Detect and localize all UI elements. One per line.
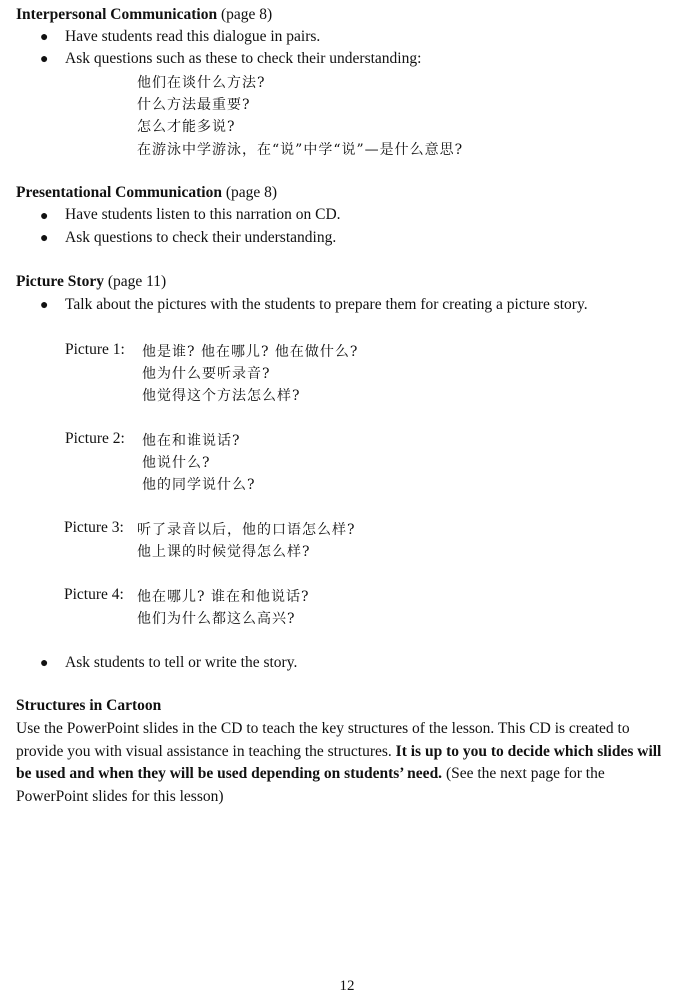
question-line: 什么方法最重要? — [137, 97, 251, 113]
paragraph-text: Use the PowerPoint slides in the CD to teach the key structures of the lesson. This CD is created to provide you with visual assistance in teaching the structures. — [16, 720, 630, 760]
bullet-icon: ● — [40, 656, 49, 671]
question-line: 怎么才能多说? — [137, 119, 236, 135]
bullet-text: Ask students to tell or write the story. — [65, 654, 298, 671]
picture-question: 他觉得这个方法怎么样? — [142, 388, 301, 404]
page-ref: (page 8) — [225, 184, 278, 201]
bullet-icon: ● — [40, 209, 49, 224]
bullet-icon: ● — [40, 52, 49, 67]
bullet-text: Have students listen to this narration on CD. — [65, 206, 341, 223]
presentational-heading — [16, 184, 277, 202]
picture-label: Picture 4: — [64, 586, 124, 603]
picture-question: 他说什么? — [142, 455, 211, 471]
picture-question: 他的同学说什么? — [142, 477, 256, 493]
page-ref: (page 11) — [107, 273, 167, 290]
picture-question: 他为什么要听录音? — [142, 366, 271, 382]
page-ref: (page 8) — [220, 6, 273, 23]
paragraph-bold-text: It is up to you to decide which slides will be used and when they will be used depending on students’ need. — [16, 742, 662, 782]
picture-question: 他上课的时候觉得怎么样? — [137, 544, 311, 560]
paragraph-text: (See the next page for the PowerPoint slides for this lesson) — [16, 765, 605, 805]
question-line: 他们在谈什么方法? — [137, 75, 266, 91]
bullet-text: Ask questions such as these to check their understanding: — [65, 50, 422, 67]
section-title: Structures in Cartoon — [16, 697, 162, 714]
picture-story-heading — [16, 273, 166, 291]
bullet-text: Ask questions to check their understanding. — [65, 229, 337, 246]
picture-label: Picture 2: — [65, 430, 125, 447]
section-title: Interpersonal Communication — [16, 6, 218, 23]
bullet-icon: ● — [40, 298, 49, 313]
structures-paragraph — [16, 718, 676, 808]
picture-question: 他在和谁说话? — [142, 433, 241, 449]
bullet-icon: ● — [40, 30, 49, 45]
question-line: 在游泳中学游泳，在“说”中学“说”—是什么意思? — [137, 142, 464, 158]
section-title: Presentational Communication — [16, 184, 222, 201]
picture-question: 他在哪儿? 谁在和他说话? — [137, 589, 310, 605]
picture-question: 听了录音以后，他的口语怎么样? — [137, 522, 356, 538]
section-title: Picture Story — [16, 273, 104, 290]
bullet-text: Have students read this dialogue in pairs. — [65, 28, 321, 45]
picture-label: Picture 1: — [65, 341, 125, 358]
picture-question: 他们为什么都这么高兴? — [137, 611, 296, 627]
interpersonal-heading — [16, 6, 272, 24]
structures-heading — [16, 697, 161, 715]
picture-label: Picture 3: — [64, 519, 124, 536]
picture-question: 他是谁? 他在哪儿? 他在做什么? — [142, 344, 359, 360]
bullet-text: Talk about the pictures with the students to prepare them for creating a picture story. — [65, 296, 588, 313]
bullet-icon: ● — [40, 231, 49, 246]
page-number: 12 — [339, 978, 355, 994]
